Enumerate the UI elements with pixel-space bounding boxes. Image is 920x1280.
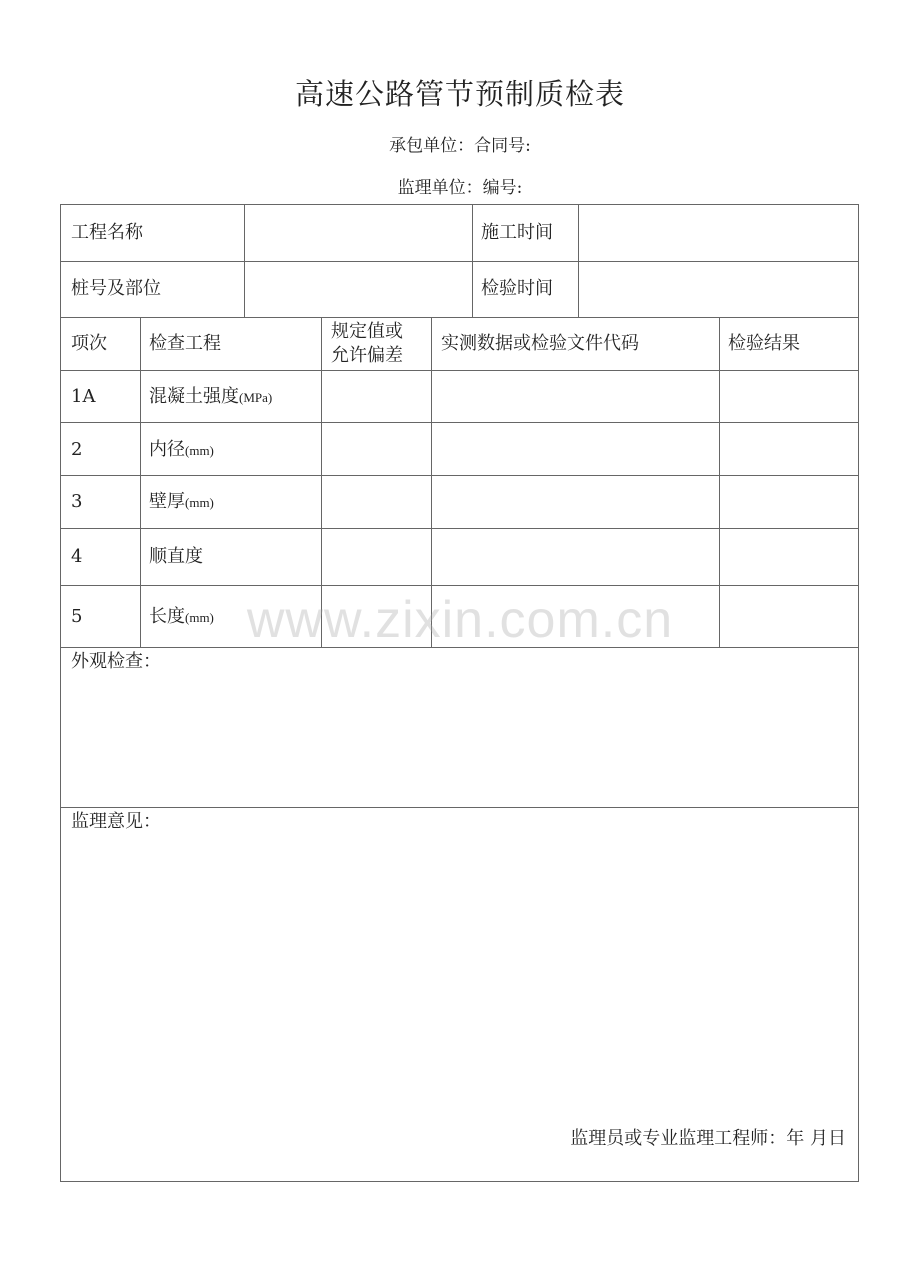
col-header-result: 检验结果 [728, 333, 800, 354]
row-1-name-text: 混凝土强度 [149, 386, 239, 407]
row-3-no: 3 [71, 491, 83, 512]
row-divider [61, 261, 858, 262]
construction-time-label: 施工时间 [481, 222, 553, 243]
row-1-no: 1A [71, 386, 96, 407]
contractor-line: 承包单位：合同号: [389, 136, 531, 156]
row-5-name-text: 长度 [149, 606, 185, 627]
supervisor-line: 监理单位：编号: [397, 178, 523, 198]
supervision-opinion-label: 监理意见： [71, 811, 161, 832]
col-header-check-item: 检查工程 [149, 333, 221, 354]
row-divider [61, 528, 858, 529]
row-5-no: 5 [71, 606, 83, 627]
row-4-name-text: 顺直度 [149, 546, 203, 567]
col-divider [472, 205, 473, 317]
row-1-unit: (MPa) [239, 390, 273, 405]
row-divider [61, 807, 858, 808]
row-5-unit: (mm) [185, 610, 214, 625]
col-header-item-no: 项次 [71, 333, 107, 354]
row-4-name [149, 546, 203, 568]
page-title: 高速公路管节预制质检表 [294, 77, 625, 111]
row-4-no: 4 [71, 546, 83, 567]
row-2-unit: (mm) [185, 443, 214, 458]
row-2-name-text: 内径 [149, 439, 185, 460]
row-3-name-text: 壁厚 [149, 491, 185, 512]
signature-line: 监理员或专业监理工程师：年 月日 [570, 1128, 846, 1149]
row-3-name [149, 491, 214, 513]
row-divider [61, 317, 858, 318]
project-name-label: 工程名称 [71, 222, 143, 243]
row-divider [61, 422, 858, 423]
row-divider [61, 475, 858, 476]
inspection-time-label: 检验时间 [481, 278, 553, 299]
col-divider [244, 205, 245, 317]
row-5-name [149, 606, 214, 628]
col-divider [578, 205, 579, 317]
col-divider [140, 317, 141, 647]
col-header-spec-line1: 规定值或 [331, 321, 403, 342]
row-2-name [149, 439, 214, 461]
row-1-name [149, 386, 272, 408]
row-3-unit: (mm) [185, 495, 214, 510]
row-2-no: 2 [71, 439, 83, 460]
col-header-measured: 实测数据或检验文件代码 [441, 333, 639, 354]
col-header-spec-line2: 允许偏差 [331, 345, 403, 366]
inspection-form-table [60, 204, 859, 1182]
col-divider [719, 317, 720, 647]
row-divider [61, 370, 858, 371]
station-label: 桩号及部位 [71, 278, 161, 299]
row-divider [61, 585, 858, 586]
watermark: www.zixin.com.cn [246, 591, 674, 649]
appearance-check-label: 外观检查： [71, 651, 161, 672]
